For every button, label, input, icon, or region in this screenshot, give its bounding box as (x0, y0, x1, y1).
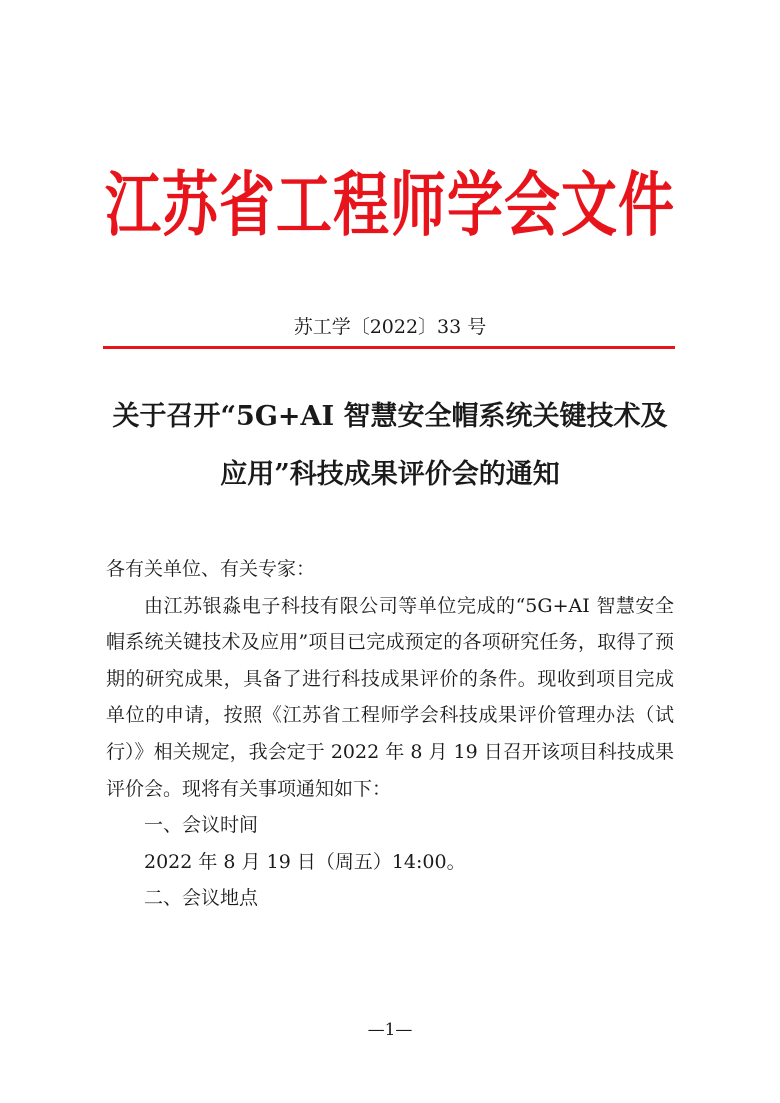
section-heading-location: 二、会议地点 (144, 887, 259, 910)
document-number: 苏工学〔2022〕33 号 (293, 316, 487, 338)
document-title (100, 388, 680, 504)
page-number: —1— (367, 1020, 413, 1040)
header-divider (103, 346, 675, 349)
title-line-1: 关于召开“5G+AI 智慧安全帽系统关键技术及 (112, 401, 668, 432)
salutation: 各有关单位、有关专家： (106, 558, 316, 580)
section-heading-time: 一、会议时间 (144, 814, 259, 837)
document-body (106, 551, 674, 917)
issuer-heading: 江苏省工程师学会文件 (105, 165, 675, 247)
body-paragraph: 由江苏银淼电子科技有限公司等单位完成的“5G+AI 智慧安全帽系统关键技术及应用”项目已完成预定的各项研究任务，取得了预期的研究成果，具备了进行科技成果评价的条件。现收到项目完成单位的申请，按照《江苏省工程师学会科技成果评价管理办法（试行）》相关规定，我会定于 2022 年 8 月 19 日召开该项目科技成果评价会。现将有关事项通知如下： (106, 594, 674, 800)
title-line-2: 应用”科技成果评价会的通知 (220, 459, 560, 490)
section-content-time: 2022 年 8 月 19 日（周五）14:00。 (144, 850, 466, 873)
